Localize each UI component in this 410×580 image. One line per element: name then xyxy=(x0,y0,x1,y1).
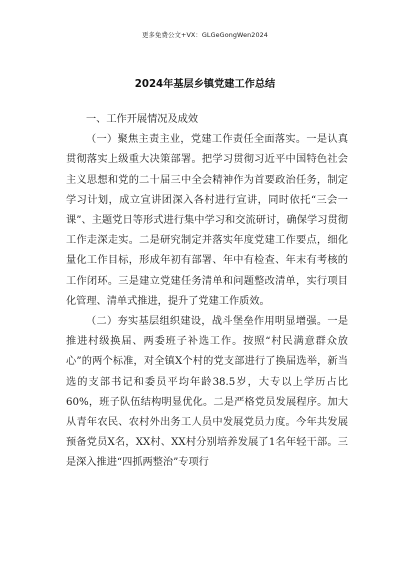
paragraph-1-label: （一）聚焦主责主业，党建工作责任全面落实。 xyxy=(86,134,307,146)
paragraph-1 xyxy=(66,130,348,312)
section-heading: 一、工作开展情况及成效 xyxy=(86,114,199,125)
paragraph-2 xyxy=(66,312,348,474)
paragraph-2-label: （二）夯实基层组织建设，战斗堡垒作用明显增强。 xyxy=(86,316,328,328)
header-note: 更多免费公文+VX：GLGeGongWen2024 xyxy=(142,31,268,39)
document-title: 2024年基层乡镇党建工作总结 xyxy=(134,79,276,90)
paragraph-2-text: 一是推进村级换届、两委班子补选工作。按照“村民满意群众放心”的两个标准，对全镇X个村的党支部进行了换届选举，新当选的支部书记和委员平均年龄38.5岁，大专以上学历占比60%，班子队伍结构明显优化。二是严格党员发展程序。加大从青年农民、农村外出务工人员中发展党员力度。今年共发展预备党员X名，XX村、XX村分别培养发展了1名年轻干部。三是深入推进“四抓两整治”专项行 xyxy=(66,316,349,469)
paragraph-1-text: 一是认真贯彻落实上级重大决策部署。把学习贯彻习近平中国特色社会主义思想和党的二十届三中全会精神作为首要政治任务，制定学习计划，成立宣讲团深入各村进行宣讲，同时依托“三会一课”、主题党日等形式进行集中学习和交流研讨，确保学习贯彻工作走深走实。二是研究制定并落实年度党建工作要点，细化量化工作目标，形成年初有部署、年中有检查、年末有考核的工作闭环。三是建立党建任务清单和问题整改清单，实行项目化管理、清单式推进，提升了党建工作质效。 xyxy=(66,134,349,307)
document-body xyxy=(66,110,348,474)
